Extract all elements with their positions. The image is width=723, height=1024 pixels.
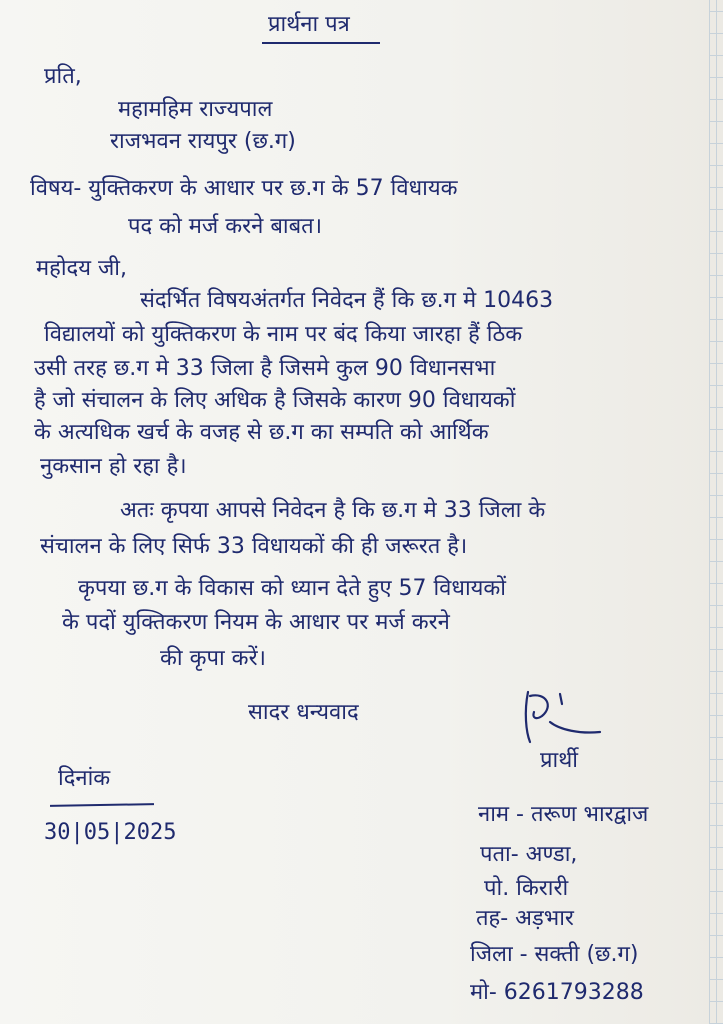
applicant-name: नाम - तरूण भारद्वाज (478, 802, 649, 827)
date-label: दिनांक (58, 766, 111, 791)
applicant-district: जिला - सक्ती (छ.ग) (470, 942, 639, 967)
recipient-prefix: प्रति, (44, 64, 82, 89)
body-line: है जो संचालन के लिए अधिक है जिसके कारण 90 विधायकों (34, 388, 516, 413)
body-line: के पदों युक्तिकरण नियम के आधार पर मर्ज करने (62, 610, 450, 635)
body-line: नुकसान हो रहा है। (40, 454, 187, 479)
applicant-tehsil: तह- अड़भार (476, 906, 574, 931)
body-line: कृपया छ.ग के विकास को ध्यान देते हुए 57 विधायकों (78, 576, 506, 601)
date-rule (50, 803, 154, 807)
body-line: विद्यालयों को युक्तिकरण के नाम पर बंद किया जारहा हैं ठिक (44, 322, 523, 347)
recipient-line-2: राजभवन रायपुर (छ.ग) (110, 129, 296, 154)
body-line: के अत्यधिक खर्च के वजह से छ.ग का सम्पति को आर्थिक (34, 420, 489, 445)
signature (520, 682, 630, 752)
applicant-label: प्रार्थी (540, 748, 578, 773)
applicant-address: पता- अण्डा, (480, 842, 578, 867)
letter-title: प्रार्थना पत्र (268, 12, 350, 37)
subject-line-2: पद को मर्ज करने बाबत। (128, 214, 323, 239)
body-line: उसी तरह छ.ग मे 33 जिला है जिसमे कुल 90 विधानसभा (34, 356, 496, 381)
body-line: संदर्भित विषयअंतर्गत निवेदन हैं कि छ.ग मे 10463 (140, 288, 554, 313)
subject-line-1: विषय- युक्तिकरण के आधार पर छ.ग के 57 विधायक (30, 176, 458, 201)
body-line: संचालन के लिए सिर्फ 33 विधायकों की ही जरूरत है। (40, 534, 468, 559)
applicant-mobile: मो- 6261793288 (470, 980, 644, 1005)
closing-thanks: सादर धन्यवाद (248, 700, 359, 725)
date-value: 30|05|2025 (44, 820, 177, 845)
applicant-post: पो. किरारी (484, 876, 569, 901)
notebook-grid-edge (709, 0, 723, 1024)
body-line: अतः कृपया आपसे निवेदन है कि छ.ग मे 33 जिला के (120, 498, 546, 523)
body-line: की कृपा करें। (160, 646, 266, 671)
title-underline (262, 42, 380, 44)
salutation: महोदय जी, (36, 256, 127, 281)
recipient-line-1: महामहिम राज्यपाल (118, 97, 273, 122)
